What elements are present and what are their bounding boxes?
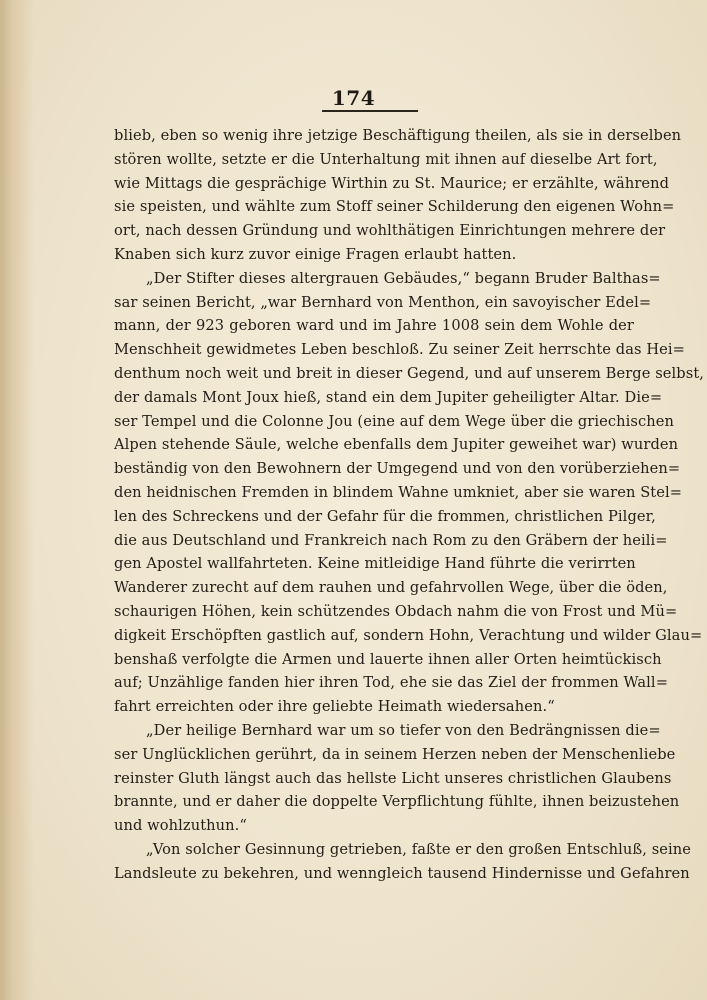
- text-line: „Von solcher Gesinnung getrieben, faßte er den großen Entschluß, seine: [146, 840, 692, 858]
- text-line: ser Tempel und die Colonne Jou (eine auf dem Wege über die griechischen: [114, 412, 674, 430]
- text-line: reinster Gluth längst auch das hellste Licht unseres christlichen Glaubens: [114, 769, 672, 787]
- text-line: wie Mittags die gesprächige Wirthin zu St. Maurice; er erzählte, während: [114, 174, 670, 192]
- page-number: 174: [331, 86, 376, 110]
- text-line: ser Unglücklichen gerührt, da in seinem Herzen neben der Menschenliebe: [114, 745, 676, 763]
- text-line: digkeit Erschöpften gastlich auf, sondern Hohn, Verachtung und wilder Glau=: [114, 626, 703, 644]
- text-line: „Der Stifter dieses altergrauen Gebäudes,“ begann Bruder Balthas=: [146, 269, 661, 287]
- text-line: beständig von den Bewohnern der Umgegend und von den vorüberziehen=: [114, 460, 681, 478]
- text-line: „Der heilige Bernhard war um so tiefer von den Bedrängnissen die=: [146, 721, 661, 739]
- text-line: sie speisten, und wählte zum Stoff seiner Schilderung den eigenen Wohn=: [114, 198, 675, 216]
- text-line: Wanderer zurecht auf dem rauhen und gefahrvollen Wege, über die öden,: [114, 579, 668, 597]
- text-line: len des Schreckens und der Gefahr für die frommen, christlichen Pilger,: [114, 507, 656, 525]
- text-line: Knaben sich kurz zuvor einige Fragen erlaubt hatten.: [114, 245, 517, 263]
- text-line: ort, nach dessen Gründung und wohlthätigen Einrichtungen mehrere der: [114, 222, 666, 240]
- text-line: stören wollte, setzte er die Unterhaltung mit ihnen auf dieselbe Art fort,: [114, 150, 658, 168]
- text-line: Landsleute zu bekehren, und wenngleich tausend Hindernisse und Gefahren: [114, 864, 690, 882]
- text-line: Alpen stehende Säule, welche ebenfalls dem Jupiter geweihet war) wurden: [114, 436, 679, 454]
- binding-shadow: [0, 0, 34, 1000]
- text-line: blieb, eben so wenig ihre jetzige Beschäftigung theilen, als sie in derselben: [114, 127, 682, 144]
- text-line: denthum noch weit und breit in dieser Gegend, und auf unserem Berge selbst,: [114, 364, 705, 382]
- text-line: die aus Deutschland und Frankreich nach Rom zu den Gräbern der heili=: [114, 531, 668, 549]
- text-line: gen Apostel wallfahrteten. Keine mitleidige Hand führte die verirrten: [114, 555, 636, 573]
- text-line: und wohlzuthun.“: [114, 817, 247, 835]
- text-line: sar seinen Bericht, „war Bernhard von Menthon, ein savoyischer Edel=: [114, 293, 652, 311]
- text-line: schaurigen Höhen, kein schützendes Obdach nahm die von Frost und Mü=: [114, 602, 678, 620]
- text-line: benshaß verfolgte die Armen und lauerte ihnen aller Orten heimtückisch: [114, 650, 662, 668]
- text-line: brannte, und er daher die doppelte Verpflichtung fühlte, ihnen beizustehen: [114, 793, 680, 811]
- text-line: Menschheit gewidmetes Leben beschloß. Zu seiner Zeit herrschte das Hei=: [114, 341, 685, 359]
- text-line: den heidnischen Fremden in blindem Wahne umkniet, aber sie waren Stel=: [114, 483, 683, 501]
- body-text: [114, 124, 705, 886]
- text-line: der damals Mont Joux hieß, stand ein dem Jupiter geheiligter Altar. Die=: [114, 388, 663, 406]
- text-line: mann, der 923 geboren ward und im Jahre 1008 sein dem Wohle der: [114, 317, 634, 335]
- page-header: [0, 86, 707, 110]
- text-line: fahrt erreichten oder ihre geliebte Heimath wiedersahen.“: [114, 698, 555, 716]
- text-line: auf; Unzählige fanden hier ihren Tod, ehe sie das Ziel der frommen Wall=: [114, 674, 669, 692]
- header-rule: [322, 110, 418, 112]
